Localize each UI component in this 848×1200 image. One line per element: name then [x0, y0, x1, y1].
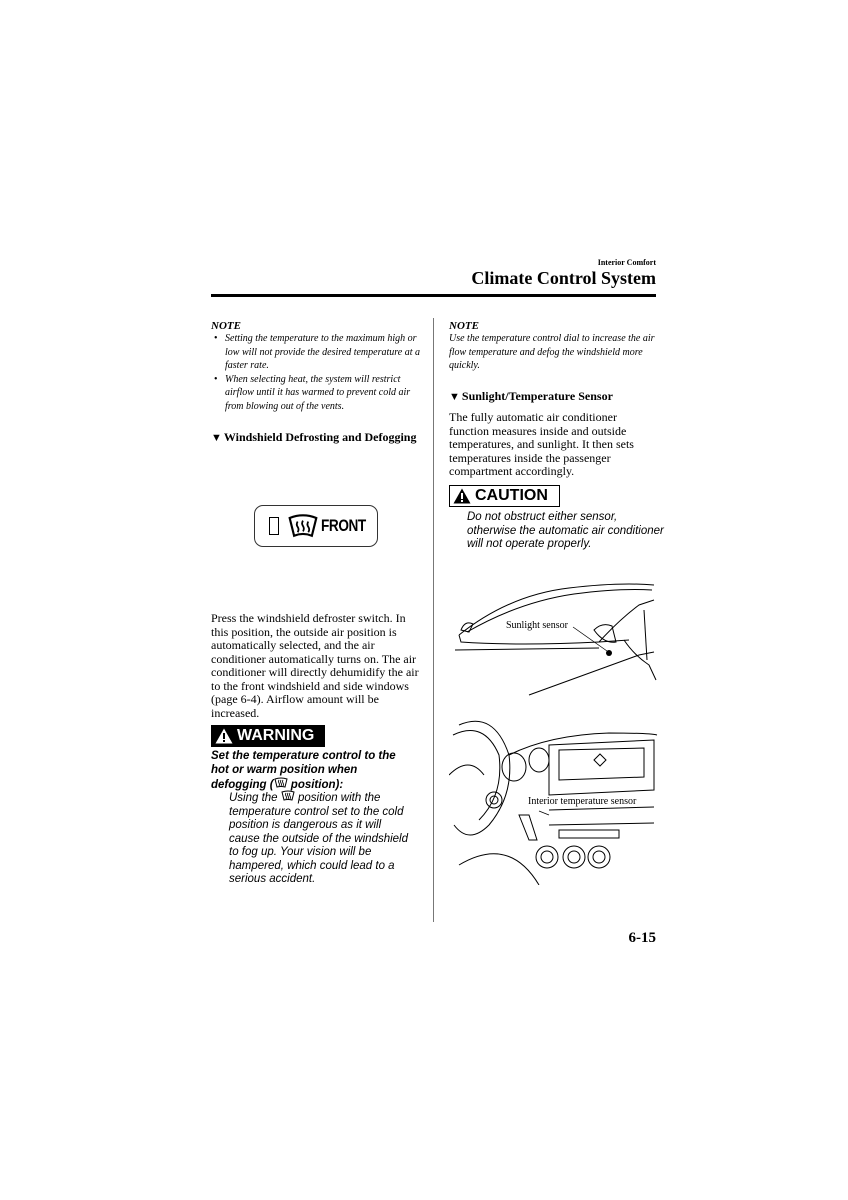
warning-body-text-end: position with the temperature control set to the cold position is dangerous as it will cause the outside of the windshield to fog up. Your vision will be hampered, which could lead to a serious accident.	[229, 792, 409, 885]
left-note	[211, 320, 421, 413]
section-label: Interior Comfort	[597, 258, 656, 267]
defrost-small-icon	[274, 777, 288, 788]
warning-title-text-end: position):	[287, 779, 344, 791]
interior-sensor-callout: Interior temperature sensor	[528, 796, 637, 807]
front-defroster-switch	[254, 505, 378, 547]
caution-banner	[449, 485, 560, 507]
section-heading-sensor	[449, 389, 656, 404]
note-item: • Setting the temperature to the maximum high or low will not provide the desired temperature at a faster rate.	[211, 332, 421, 373]
note-title: NOTE	[211, 320, 241, 332]
caution-text: Do not obstruct either sensor, otherwise the automatic air conditioner will not operate properly.	[467, 511, 664, 550]
defrost-small-icon	[281, 790, 295, 801]
warning-title	[211, 750, 416, 793]
warning-banner	[211, 725, 325, 747]
warning-body	[229, 790, 414, 887]
triangle-marker-icon: ▼	[449, 391, 460, 403]
heading-text: Windshield Defrosting and Defogging	[223, 430, 417, 444]
triangle-marker-icon: ▼	[211, 432, 222, 444]
header-rule	[211, 294, 656, 297]
warning-triangle-icon	[215, 728, 233, 744]
page-number: 6-15	[628, 930, 656, 946]
sunlight-sensor-illustration	[449, 580, 659, 700]
warning-body-text: Using the	[229, 792, 281, 804]
note-item: • When selecting heat, the system will restrict airflow until it has warmed to prevent cold air from blowing out of the vents.	[211, 373, 421, 414]
warning-title-text: Set the temperature control to the hot or warm position when defogging (	[211, 750, 396, 791]
heading-text: Sunlight/Temperature Sensor	[461, 389, 613, 403]
note-list	[211, 332, 421, 413]
windshield-defrost-icon	[287, 511, 319, 541]
note-title: NOTE	[449, 320, 479, 332]
column-divider	[433, 318, 434, 922]
switch-label: FRONT	[320, 516, 366, 535]
warning-label: WARNING	[237, 727, 315, 744]
caution-triangle-icon	[453, 488, 471, 504]
caution-label: CAUTION	[475, 487, 548, 504]
page-title: Climate Control System	[471, 268, 656, 288]
right-note	[449, 320, 656, 373]
sensor-body-text: The fully automatic air conditioner function measures inside and outside temperatures, and sunlight. It then sets temperatures inside the passenger compartment accordingly.	[449, 410, 634, 478]
sunlight-sensor-callout: Sunlight sensor	[506, 620, 568, 631]
indicator-light-icon	[269, 517, 279, 535]
defrost-body-text: Press the windshield defroster switch. In this position, the outside air position is automatically selected, and the air conditioner automatically turns on. The air conditioner will directly dehumidify the air to the front windshield and side windows (page 6-4). Airflow amount will be increased.	[211, 611, 419, 720]
section-heading-defrost	[211, 430, 431, 445]
note-text: Use the temperature control dial to increase the air flow temperature and defog the windshield more quickly.	[449, 333, 655, 371]
